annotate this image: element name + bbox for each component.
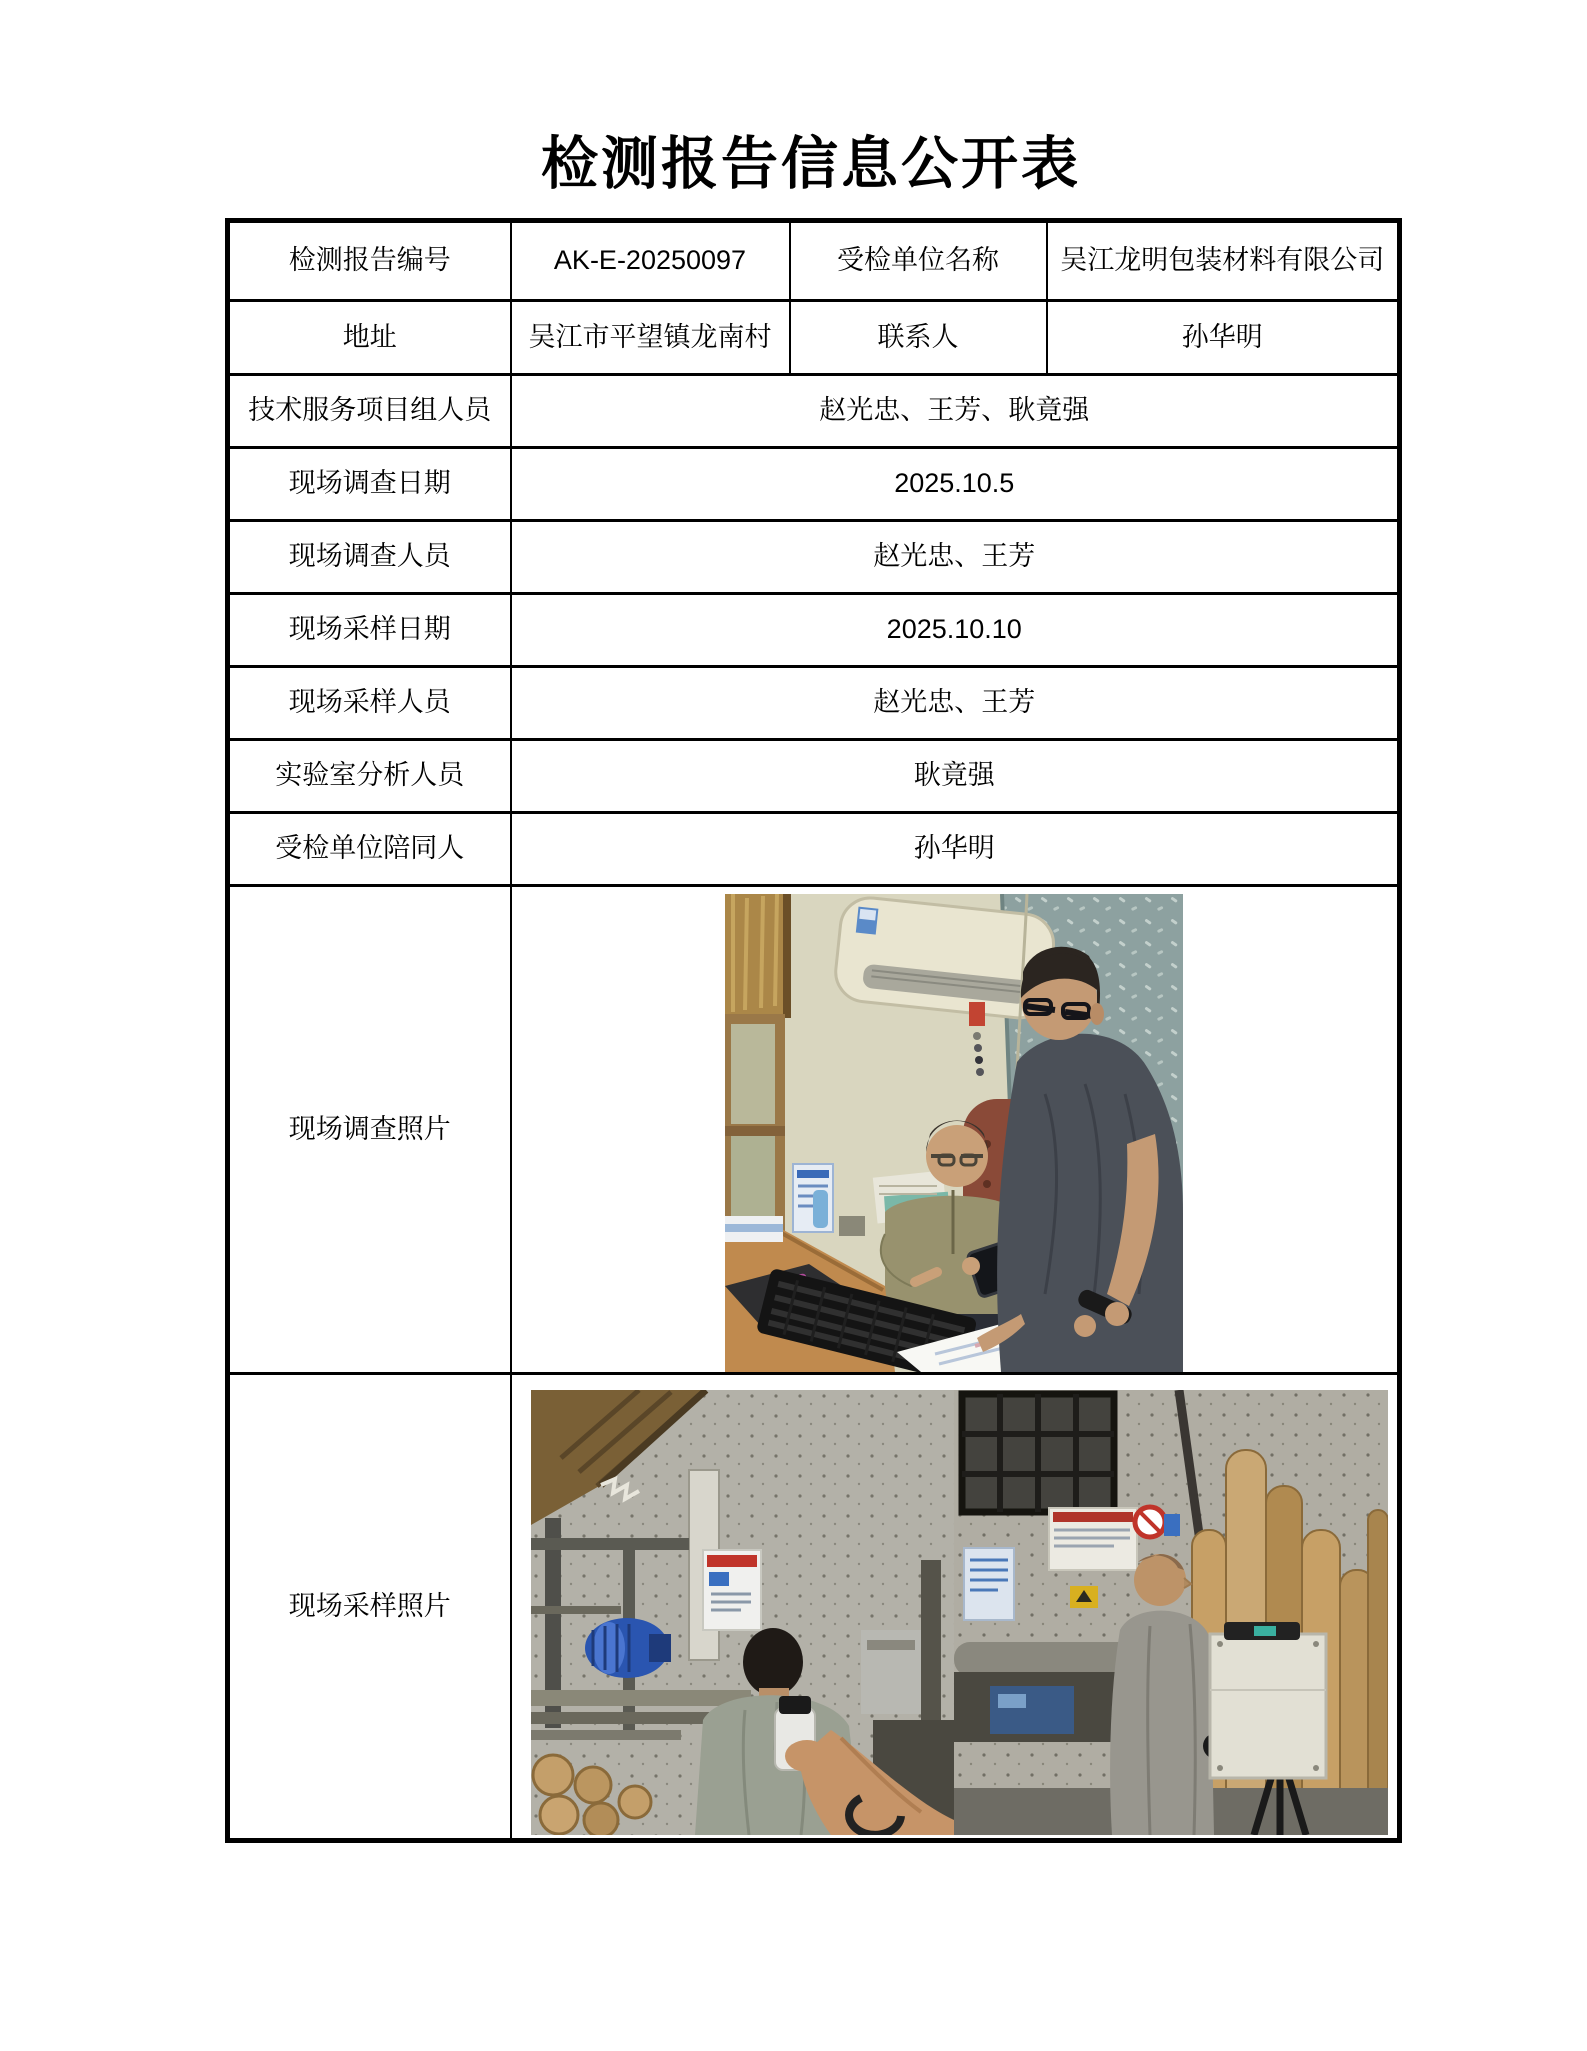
table-row [228, 221, 1400, 301]
unit-name-value: 吴江龙明包装材料有限公司 [1047, 221, 1400, 301]
sampling-photo-2 [954, 1390, 1388, 1835]
table-row [228, 521, 1400, 594]
contact-value: 孙华明 [1047, 301, 1400, 375]
sampling-staff-label: 现场采样人员 [228, 667, 511, 740]
sampling-photo-1-image [531, 1390, 954, 1835]
barred-window [962, 1394, 1114, 1512]
survey-staff-value: 赵光忠、王芳 [511, 521, 1400, 594]
sampling-date-value: 2025.10.10 [511, 594, 1400, 667]
sampling-photo-label: 现场采样照片 [228, 1374, 511, 1841]
sampling-photo-cell [511, 1374, 1400, 1841]
lab-analyst-value: 耿竟强 [511, 740, 1400, 813]
table-row [228, 301, 1400, 375]
report-no-label: 检测报告编号 [228, 221, 511, 301]
lab-analyst-label: 实验室分析人员 [228, 740, 511, 813]
table-row [228, 594, 1400, 667]
survey-date-label: 现场调查日期 [228, 448, 511, 521]
sampling-staff-value: 赵光忠、王芳 [511, 667, 1400, 740]
safety-poster [703, 1550, 761, 1630]
survey-date-value: 2025.10.5 [511, 448, 1400, 521]
report-no-value: AK-E-20250097 [511, 221, 790, 301]
sampling-photo-1 [531, 1390, 954, 1835]
table-row [228, 886, 1400, 1374]
survey-photo-cell [511, 886, 1400, 1374]
table-row [228, 813, 1400, 886]
contact-label: 联系人 [790, 301, 1047, 375]
table-row [228, 375, 1400, 448]
sampling-photo-2-image [954, 1390, 1388, 1835]
survey-photo-image [725, 894, 1183, 1372]
table-row [228, 448, 1400, 521]
page-title: 检测报告信息公开表 [541, 133, 1081, 196]
accompanying-person-value: 孙华明 [511, 813, 1400, 886]
survey-staff-label: 现场调查人员 [228, 521, 511, 594]
report-info-table [225, 218, 1402, 1843]
survey-photo [725, 894, 1183, 1372]
window [725, 1014, 785, 1244]
table-row [228, 740, 1400, 813]
table-row [228, 667, 1400, 740]
unit-name-label: 受检单位名称 [790, 221, 1047, 301]
address-label: 地址 [228, 301, 511, 375]
project-team-value: 赵光忠、王芳、耿竟强 [511, 375, 1400, 448]
control-box [1210, 1622, 1326, 1778]
address-value: 吴江市平望镇龙南村 [511, 301, 790, 375]
sampling-date-label: 现场采样日期 [228, 594, 511, 667]
table-row [228, 1374, 1400, 1841]
accompanying-person-label: 受检单位陪同人 [228, 813, 511, 886]
project-team-label: 技术服务项目组人员 [228, 375, 511, 448]
survey-photo-label: 现场调查照片 [228, 886, 511, 1374]
